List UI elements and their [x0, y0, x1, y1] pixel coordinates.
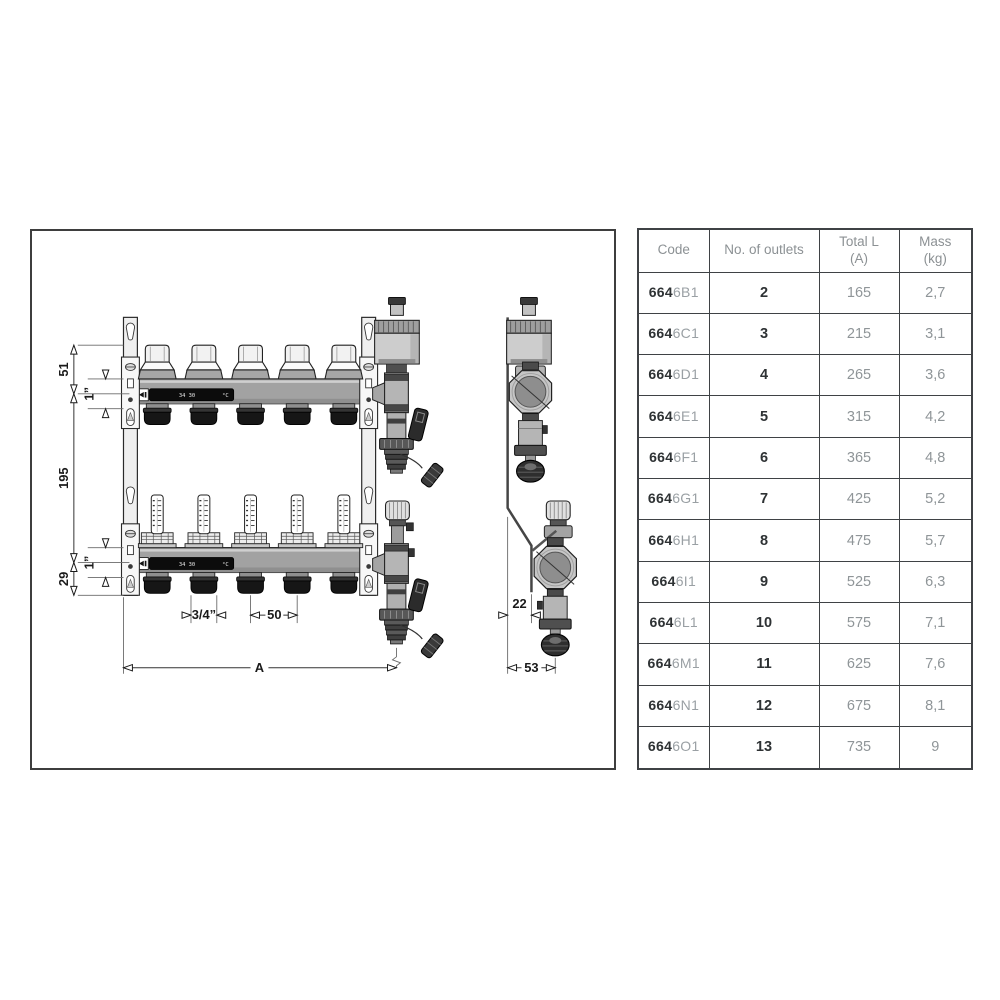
code-prefix: 664	[651, 572, 676, 589]
outlets-cell: 9	[709, 561, 819, 602]
header-code: Code	[638, 229, 709, 272]
code-prefix: 664	[648, 531, 673, 548]
dim-A-label: A	[254, 660, 265, 676]
table-row	[638, 520, 972, 561]
dim-50-label: 50	[267, 607, 282, 623]
outlets-bottom	[143, 572, 357, 593]
total-length-cell: 425	[819, 479, 899, 520]
dim-1-top-label: 1”	[81, 386, 97, 401]
mass-cell: 8,1	[899, 685, 972, 726]
outlets-cell: 4	[709, 355, 819, 396]
mass-cell: 4,2	[899, 396, 972, 437]
code-suffix: 6H1	[672, 531, 700, 548]
code-prefix: 664	[647, 490, 673, 507]
table-row	[638, 355, 972, 396]
code-prefix: 664	[647, 738, 673, 755]
total-length-cell: 315	[819, 396, 899, 437]
code-cell	[638, 355, 709, 396]
dim-1-bottom-label: 1”	[81, 555, 97, 570]
dim-51-label: 51	[55, 362, 71, 377]
total-length-cell: 165	[819, 272, 899, 313]
code-prefix: 664	[649, 448, 674, 465]
dim-22-label: 22	[512, 596, 527, 612]
code-suffix: 6C1	[672, 324, 700, 341]
spec-table	[637, 228, 971, 770]
dim-53	[508, 658, 556, 675]
mass-cell: 4,8	[899, 437, 972, 478]
mass-cell: 5,2	[899, 479, 972, 520]
manifold-top	[131, 379, 361, 404]
technical-drawing-panel	[30, 229, 616, 770]
code-cell	[638, 561, 709, 602]
table-row	[638, 603, 972, 644]
table-row	[638, 479, 972, 520]
dim-195-label: 195	[55, 467, 71, 489]
spec-table-body	[638, 272, 972, 769]
dim-22	[499, 517, 541, 674]
side-valve-bottom	[532, 501, 576, 656]
bottom-balancing-valve	[386, 501, 414, 544]
table-header-row	[638, 229, 972, 272]
outlets-cell: 8	[709, 520, 819, 561]
total-length-cell: 575	[819, 603, 899, 644]
side-valve-top	[509, 362, 551, 482]
front-view	[56, 298, 444, 676]
code-cell	[638, 520, 709, 561]
table-row	[638, 726, 972, 769]
code-cell	[638, 685, 709, 726]
outlets-cell: 5	[709, 396, 819, 437]
header-mass-line1: Mass	[919, 233, 952, 249]
total-length-cell: 735	[819, 726, 899, 769]
code-suffix: 6E1	[672, 407, 699, 424]
code-prefix: 664	[648, 407, 673, 424]
total-length-cell: 525	[819, 561, 899, 602]
table-row	[638, 437, 972, 478]
total-length-cell: 265	[819, 355, 899, 396]
mass-cell: 2,7	[899, 272, 972, 313]
code-cell	[638, 437, 709, 478]
table-row	[638, 313, 972, 354]
mass-cell: 7,1	[899, 603, 972, 644]
mass-cell: 7,6	[899, 644, 972, 685]
code-suffix: 6I1	[675, 572, 697, 589]
dim-three-quarter-label: 3/4”	[191, 607, 217, 623]
code-cell	[638, 396, 709, 437]
code-suffix: 6N1	[672, 696, 700, 713]
total-length-cell: 675	[819, 685, 899, 726]
outlets-cell: 11	[709, 644, 819, 685]
code-suffix: 6F1	[673, 448, 699, 465]
temperature-display	[149, 558, 233, 570]
code-cell	[638, 726, 709, 769]
mounting-bracket-left	[122, 317, 140, 595]
header-total-line1: Total L	[839, 233, 879, 249]
table-row	[638, 561, 972, 602]
code-suffix: 6G1	[672, 490, 700, 507]
code-suffix: 6M1	[671, 655, 700, 672]
outlets-cell: 7	[709, 479, 819, 520]
outlets-cell: 12	[709, 685, 819, 726]
side-view	[499, 298, 577, 676]
code-prefix: 664	[648, 366, 673, 383]
total-length-cell: 215	[819, 313, 899, 354]
mass-cell: 3,6	[899, 355, 972, 396]
code-cell	[638, 644, 709, 685]
total-length-cell: 475	[819, 520, 899, 561]
code-suffix: 6L1	[673, 614, 699, 631]
code-cell	[638, 313, 709, 354]
code-cell	[638, 603, 709, 644]
spec-table-grid	[637, 228, 973, 770]
outlets-cell: 13	[709, 726, 819, 769]
manifold-bottom	[131, 548, 361, 573]
mass-cell: 3,1	[899, 313, 972, 354]
mass-cell: 6,3	[899, 561, 972, 602]
code-prefix: 664	[649, 614, 674, 631]
total-length-cell: 625	[819, 644, 899, 685]
header-outlets: No. of outlets	[709, 229, 819, 272]
code-cell	[638, 479, 709, 520]
table-row	[638, 272, 972, 313]
code-prefix: 664	[648, 324, 673, 341]
outlets-cell: 3	[709, 313, 819, 354]
header-total	[819, 229, 899, 272]
outlets-top	[143, 404, 357, 425]
manifold-drawing: 34 30 °C 51 195 29 1” 1” 3/4” 50 A 22 53	[32, 231, 614, 768]
valve-caps	[138, 345, 362, 379]
table-row	[638, 685, 972, 726]
dim-53-label: 53	[524, 660, 539, 676]
header-mass-line2: (kg)	[923, 250, 947, 266]
top-drain-valve	[373, 364, 445, 488]
flow-meters	[138, 495, 362, 548]
outlets-cell: 6	[709, 437, 819, 478]
table-row	[638, 644, 972, 685]
side-air-vent	[507, 298, 552, 365]
code-prefix: 664	[647, 655, 672, 672]
code-prefix: 664	[648, 283, 673, 300]
total-length-cell: 365	[819, 437, 899, 478]
dim-29-label: 29	[55, 571, 71, 587]
code-suffix: 6O1	[672, 738, 700, 755]
code-suffix: 6B1	[672, 283, 699, 300]
code-prefix: 664	[648, 696, 673, 713]
temperature-display	[149, 389, 233, 401]
dim-50	[251, 595, 298, 623]
table-row	[638, 396, 972, 437]
air-vent	[375, 298, 420, 365]
code-suffix: 6D1	[672, 366, 700, 383]
code-cell	[638, 272, 709, 313]
bottom-drain-valve	[373, 544, 445, 659]
mass-cell: 9	[899, 726, 972, 769]
outlets-cell: 2	[709, 272, 819, 313]
header-total-line2: (A)	[850, 250, 868, 266]
header-mass	[899, 229, 972, 272]
outlets-cell: 10	[709, 603, 819, 644]
dim-A	[123, 597, 400, 675]
dim-three-quarter	[182, 595, 226, 623]
mass-cell: 5,7	[899, 520, 972, 561]
